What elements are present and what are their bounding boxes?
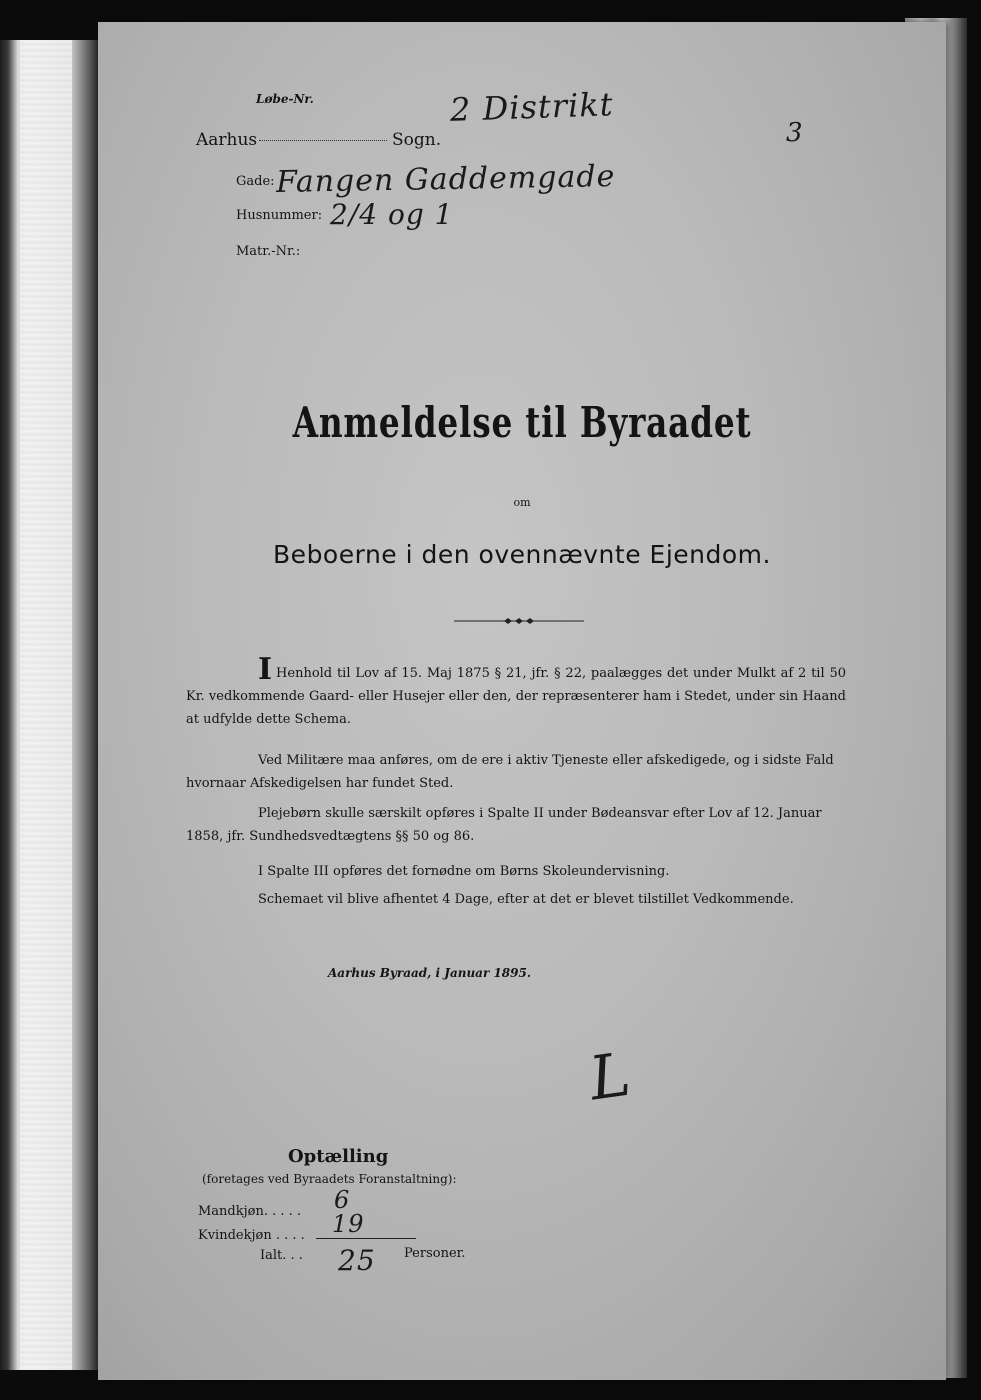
document-subtitle: Beboerne i den ovennævnte Ejendom. [273,540,771,569]
form-page [98,22,946,1380]
paragraph-4: I Spalte III opføres det fornødne om Børns Skoleundervisning. [258,864,670,879]
handwritten-kvindekjon: 19 [332,1210,365,1238]
kvindekjon-label: Kvindekjøn . . . . [198,1228,305,1243]
paragraph-2: Ved Militære maa anføres, om de ere i aktiv Tjeneste eller afskedigede, og i sidste Fald hvornaar Afskedigelsen har fundet Sted. [186,753,834,791]
paragraph-5: Schemaet vil blive afhentet 4 Dage, efter at det er blevet tilstillet Vedkommende. [258,892,794,907]
paragraph-1 [186,652,846,731]
gade-label: Gade: [236,174,275,189]
paragraph-1-text: Henhold til Lov af 15. Maj 1875 § 21, jfr. § 22, paalægges det under Mulkt af 2 til 50 Kr. vedkommende Gaard- eller Husejer eller den, der repræsenterer ham i Stedet, under sin Haand at udfylde dette Schema. [186,666,846,727]
handwritten-mandkjon: 6 [334,1186,351,1214]
city-label: Aarhus [196,130,258,150]
handwritten-initial: L [585,1039,636,1115]
handwritten-husnummer: 2/4 og 1 [330,198,454,231]
sum-line [316,1238,416,1239]
ornament-divider [454,616,584,626]
handwritten-number: 3 [786,118,804,148]
personer-label: Personer. [404,1246,466,1261]
matr-nr-label: Matr.-Nr.: [236,244,301,259]
binding-tape [20,40,72,1370]
handwritten-distrikt: 2 Distrikt [449,85,615,129]
document-title: Anmeldelse til Byraadet [292,398,752,447]
sogn-label: Sogn. [392,130,442,150]
husnummer-label: Husnummer: [236,208,323,223]
handwritten-ialt: 25 [338,1244,376,1277]
handwritten-gade: Fangen Gaddemgade [275,159,616,200]
city-dotted-line [259,140,387,141]
title-connector: om [513,496,531,509]
optaelling-title: Optælling [288,1146,389,1167]
drop-cap: I [258,652,273,687]
optaelling-note: (foretages ved Byraadets Foranstaltning): [202,1172,457,1186]
mandkjon-label: Mandkjøn. . . . . [198,1204,302,1219]
paragraph-3: Plejebørn skulle særskilt opføres i Spalte II under Bødeansvar efter Lov af 12. Januar 1858, jfr. Sundhedsvedtægtens §§ 50 og 86. [186,806,822,844]
signature-line: Aarhus Byraad, i Januar 1895. [328,966,532,980]
ialt-label: Ialt. . . [260,1248,303,1263]
lobe-nr-label: Løbe-Nr. [256,92,314,106]
